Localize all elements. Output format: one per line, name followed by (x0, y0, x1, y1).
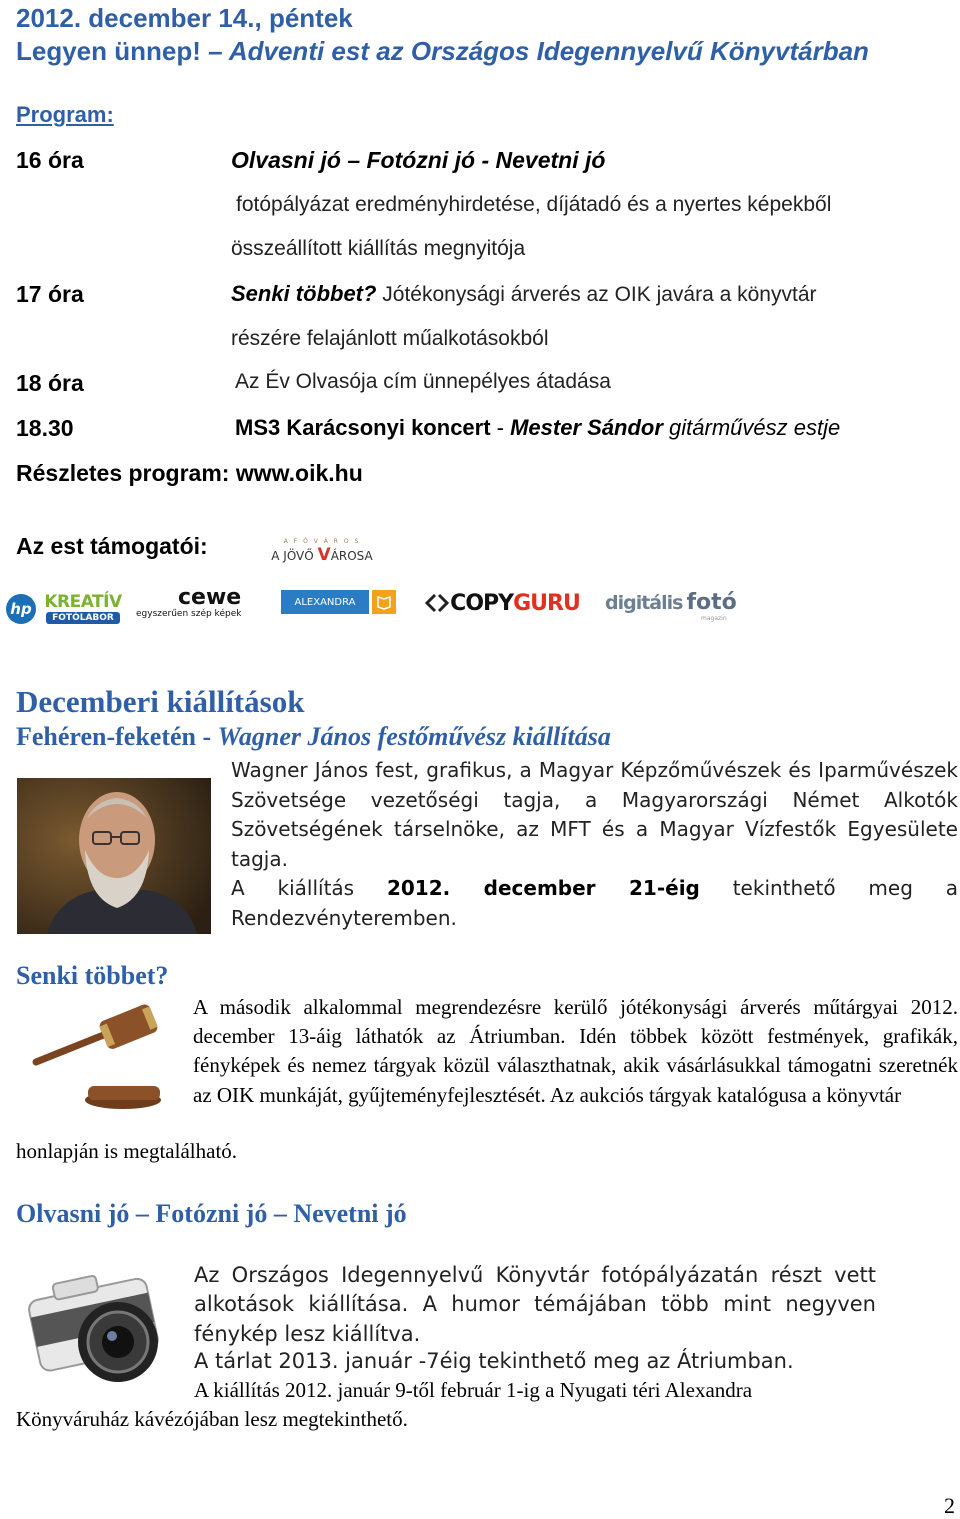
program-desc-17b: részére felajánlott műalkotásokból (231, 327, 549, 350)
program-line-1830 (235, 415, 840, 441)
program-desc-18: Az Év Olvasója cím ünnepélyes átadása (235, 370, 611, 393)
header-title (16, 36, 869, 67)
program-desc-16a: fotópályázat eredményhirdetése, díjátadó és a nyertes képekből (236, 193, 832, 216)
concert-performer: Mester Sándor (510, 415, 663, 440)
program-heading: Program: (16, 102, 114, 127)
alexandra-text: ALEXANDRA (294, 596, 356, 608)
concert-title: MS3 Karácsonyi koncert (235, 415, 491, 440)
alexandra-book-icon (372, 590, 396, 614)
digitalis-text: digitális (605, 592, 683, 614)
jovo-v: V (317, 544, 331, 565)
exhibitions-heading: Decemberi kiállítások (16, 684, 305, 719)
program-time-16: 16 óra (16, 147, 84, 173)
senki-last: honlapján is megtalálható. (16, 1139, 238, 1163)
kreativ-text: KREATÍV (44, 592, 122, 612)
wagner-body: Wagner János fest, grafikus, a Magyar Képzőművészek és Iparművészek Szövetsége vezetőségi tagja, a Magyarországi Német Alkotók Szövetségének társelnöke, az MFT és a Magyar Vízfestők Egyesülete tagja. (231, 758, 958, 871)
wagner-body-block (231, 756, 958, 933)
hp-logo (6, 594, 36, 624)
cewe-logo (136, 585, 254, 621)
hp-text: hp (10, 600, 32, 618)
program-time-17: 17 óra (16, 281, 84, 307)
copyguru-a: COPY (450, 590, 514, 616)
wagner-date-a: A kiállítás (231, 876, 387, 900)
fotolabor-text: FOTÓLABOR (46, 612, 120, 624)
wagner-title-b: Wagner János festőművész kiállítása (217, 722, 611, 751)
cewe-text: cewe (178, 585, 242, 610)
kreativ-logo (40, 587, 126, 629)
program-title-17: Senki többet? (231, 281, 377, 306)
wagner-date-c: tekinthető meg a Rendezvényteremben. (231, 876, 958, 930)
digitalis-foto-text (605, 590, 737, 615)
sponsors-label: Az est támogatói: (16, 533, 208, 559)
senki-body: A második alkalommal megrendezésre kerülő jótékonysági árverés műtárgyai 2012. december 13-áig láthatók az Átriumban. Idén többek között festmények, grafikák, fényképek és nemez tárgyak közül választhatnak, akik vásárlásukkal támogatni szeretnék az OIK munkáját, gyűjteményfejlesztését. Az aukciós tárgyak katalógusa a könyvtár (193, 995, 958, 1107)
jovo-top-text: A F Ő V Á R O S (283, 537, 361, 545)
program-time-18: 18 óra (16, 370, 84, 396)
cewe-sub-text: egyszerűen szép képek (136, 609, 242, 619)
jovo-a: A JÖVŐ (271, 548, 318, 563)
program-desc-17a: Jótékonysági árverés az OIK javára a könyvtár (376, 283, 817, 306)
senki-heading: Senki többet? (16, 961, 169, 990)
title-dash: – (208, 36, 223, 66)
program-time-1830: 18.30 (16, 415, 74, 441)
title-rest: Adventi est az Országos Idegennyelvű Könyvtárban (222, 36, 869, 66)
copyguru-chevron-icon (424, 593, 450, 613)
wagner-title-a: Fehéren-feketén - (16, 722, 218, 751)
olvasni-line4: Könyváruház kávézójában lesz megtekinthető. (16, 1407, 408, 1431)
header-date: 2012. december 14., péntek (16, 3, 353, 33)
wagner-portrait (17, 778, 211, 934)
copyguru-b: GURU (513, 590, 580, 616)
camera-icon (22, 1264, 172, 1390)
olvasni-line3: A kiállítás 2012. január 9-től február 1-ig a Nyugati téri Alexandra (194, 1378, 753, 1402)
program-details[interactable]: Részletes program: www.oik.hu (16, 460, 363, 486)
olvasni-line2: A tárlat 2013. január -7éig tekinthető meg az Átriumban. (194, 1349, 794, 1373)
page-number: 2 (944, 1493, 955, 1518)
concert-sep: - (490, 415, 511, 440)
alexandra-logo (281, 590, 369, 614)
wagner-title (16, 722, 611, 752)
program-desc-16b: összeállított kiállítás megnyitója (231, 237, 526, 260)
digitalis-foto-logo (605, 588, 737, 624)
jovo-varosa-logo (262, 528, 382, 574)
jovo-b: ÁROSA (330, 548, 373, 563)
wagner-date-b: 2012. december 21-éig (386, 876, 700, 900)
program-line-17 (231, 281, 817, 307)
magazin-text: magazin (701, 615, 727, 622)
jovo-main-text (271, 545, 372, 565)
program-title-16: Olvasni jó – Fotózni jó - Nevetni jó (231, 147, 606, 173)
foto-text: fotó (686, 590, 737, 615)
olvasni-heading: Olvasni jó – Fotózni jó – Nevetni jó (16, 1199, 407, 1228)
wagner-date-line (231, 874, 958, 933)
olvasni-body: Az Országos Idegennyelvű Könyvtár fotópályázatán részt vett alkotások kiállítása. A humor témájában több mint negyven fénykép lesz kiállítva. (194, 1263, 876, 1346)
title-prefix: Legyen ünnep! (16, 36, 209, 66)
concert-desc: gitárművész estje (662, 415, 841, 440)
gavel-icon (28, 996, 168, 1114)
copyguru-logo (422, 589, 582, 617)
